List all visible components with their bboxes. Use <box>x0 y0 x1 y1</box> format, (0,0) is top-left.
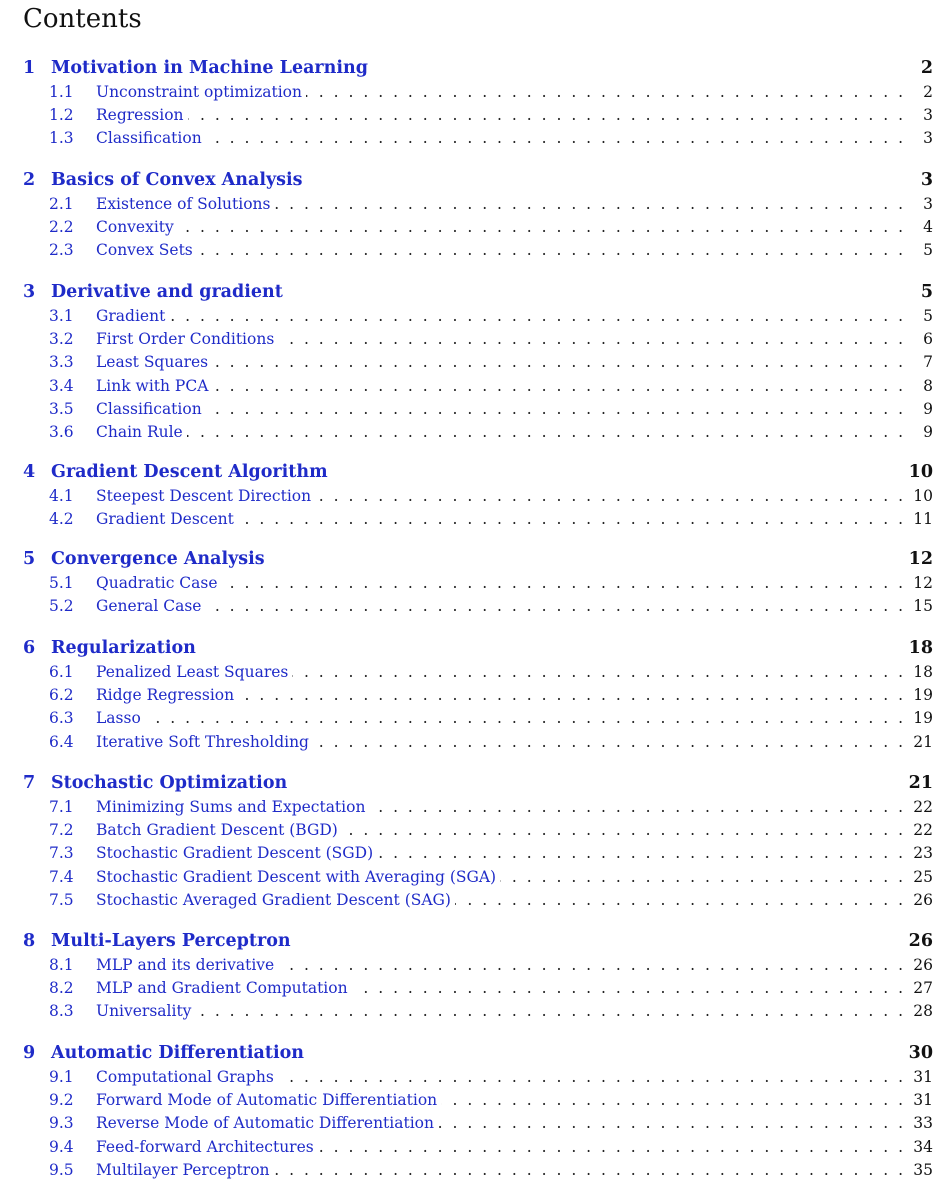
toc-subsection-entry[interactable] <box>0 375 947 398</box>
toc-section-entry[interactable] <box>0 460 947 484</box>
toc-section-entry[interactable] <box>0 771 947 795</box>
toc-subsection-entry[interactable] <box>0 421 947 444</box>
toc-subsection-entry[interactable] <box>0 707 947 730</box>
subsection-number: 8.3 <box>49 1002 74 1021</box>
page-number: 3 <box>923 129 933 148</box>
subsection-title-link[interactable]: Link with PCA <box>96 375 212 398</box>
subsection-title-link[interactable]: Reverse Mode of Automatic Differentiation <box>96 1112 438 1135</box>
section-title-link[interactable]: Stochastic Optimization <box>51 771 291 795</box>
subsection-title-link[interactable]: Computational Graphs <box>96 1066 278 1089</box>
subsection-title-link[interactable]: Existence of Solutions <box>96 193 274 216</box>
subsection-title-link[interactable]: Stochastic Gradient Descent (SGD) <box>96 842 377 865</box>
page-number: 5 <box>923 307 933 325</box>
toc-section-entry[interactable] <box>0 547 947 571</box>
section-number: 1 <box>23 58 36 78</box>
toc-subsection-entry[interactable] <box>0 595 947 618</box>
page-number: 19 <box>913 686 933 705</box>
toc-subsection-entry[interactable] <box>0 216 947 239</box>
subsection-number: 2.2 <box>49 218 74 237</box>
toc-subsection-entry[interactable] <box>0 1000 947 1023</box>
section-number: 5 <box>23 549 36 569</box>
page-number: 5 <box>920 282 933 302</box>
subsection-title-link[interactable]: Unconstraint optimization <box>96 81 306 104</box>
subsection-title-link[interactable]: Stochastic Gradient Descent with Averaging (SGA) <box>96 866 500 889</box>
section-number: 2 <box>23 170 36 190</box>
toc-subsection-entry[interactable] <box>0 351 947 374</box>
dot-leader <box>96 375 907 398</box>
subsection-number: 1.1 <box>49 83 74 101</box>
subsection-title-link[interactable]: Least Squares <box>96 351 212 374</box>
subsection-title-link[interactable]: Feed-forward Architectures <box>96 1136 318 1159</box>
page-number: 10 <box>913 487 933 505</box>
subsection-title-link[interactable]: Stochastic Averaged Gradient Descent (SAG) <box>96 889 455 912</box>
subsection-title-link[interactable]: Penalized Least Squares <box>96 661 292 684</box>
subsection-number: 2.1 <box>49 195 74 213</box>
subsection-title-link[interactable]: Ridge Regression <box>96 684 238 707</box>
page-number: 18 <box>913 663 933 681</box>
toc-subsection-entry[interactable] <box>0 239 947 262</box>
subsection-title-link[interactable]: Convex Sets <box>96 239 197 262</box>
page-number: 12 <box>913 574 933 592</box>
toc-subsection-entry[interactable] <box>0 193 947 216</box>
page-number: 10 <box>908 462 933 482</box>
page-number: 22 <box>913 798 933 816</box>
dot-leader <box>96 305 907 328</box>
section-number: 9 <box>23 1043 36 1063</box>
section-title-link[interactable]: Multi-Layers Perceptron <box>51 929 295 953</box>
toc-subsection-entry[interactable] <box>0 1159 947 1182</box>
subsection-title-link[interactable]: Minimizing Sums and Expectation <box>96 796 369 819</box>
subsection-title-link[interactable]: Lasso <box>96 707 145 730</box>
subsection-number: 7.1 <box>49 798 74 816</box>
section-title-link[interactable]: Gradient Descent Algorithm <box>51 460 332 484</box>
section-number: 3 <box>23 282 36 302</box>
toc-subsection-entry[interactable] <box>0 398 947 421</box>
page-number: 27 <box>913 979 933 998</box>
subsection-title-link[interactable]: Multilayer Perceptron <box>96 1159 274 1182</box>
subsection-title-link[interactable]: Regression <box>96 104 188 127</box>
toc-subsection-entry[interactable] <box>0 485 947 508</box>
subsection-title-link[interactable]: First Order Conditions <box>96 328 278 351</box>
subsection-number: 9.1 <box>49 1068 74 1086</box>
subsection-title-link[interactable]: Universality <box>96 1000 195 1023</box>
page-number: 9 <box>923 399 933 418</box>
page-number: 35 <box>913 1160 933 1179</box>
subsection-title-link[interactable]: Convexity <box>96 216 178 239</box>
toc-subsection-entry[interactable] <box>0 508 947 531</box>
subsection-number: 1.2 <box>49 106 74 125</box>
subsection-title-link[interactable]: Steepest Descent Direction <box>96 485 315 508</box>
subsection-number: 7.4 <box>49 867 74 886</box>
page-number: 18 <box>908 638 933 658</box>
subsection-number: 6.2 <box>49 686 74 705</box>
toc-section-entry[interactable] <box>0 280 947 304</box>
subsection-number: 4.1 <box>49 487 74 505</box>
subsection-title-link[interactable]: Gradient <box>96 305 169 328</box>
subsection-number: 1.3 <box>49 129 74 148</box>
subsection-number: 7.5 <box>49 890 74 909</box>
subsection-title-link[interactable]: General Case <box>96 595 205 618</box>
toc-section-entry[interactable] <box>0 929 947 953</box>
subsection-title-link[interactable]: MLP and its derivative <box>96 954 278 977</box>
page-number: 19 <box>913 709 933 728</box>
toc-section-entry[interactable] <box>0 636 947 660</box>
dot-leader <box>96 398 907 421</box>
page-number: 21 <box>908 773 933 793</box>
page-number: 25 <box>913 867 933 886</box>
toc-subsection-entry[interactable] <box>0 81 947 104</box>
section-title-link[interactable]: Derivative and gradient <box>51 280 287 304</box>
subsection-title-link[interactable]: Forward Mode of Automatic Differentiation <box>96 1089 441 1112</box>
section-number: 8 <box>23 931 36 951</box>
page-number: 2 <box>923 83 933 101</box>
page-number: 6 <box>923 330 933 349</box>
subsection-number: 4.2 <box>49 510 74 529</box>
subsection-title-link[interactable]: Quadratic Case <box>96 572 222 595</box>
subsection-number: 9.2 <box>49 1091 74 1110</box>
section-title-link[interactable]: Convergence Analysis <box>51 547 269 571</box>
toc-subsection-entry[interactable] <box>0 572 947 595</box>
page-number: 9 <box>923 423 933 441</box>
toc-subsection-entry[interactable] <box>0 796 947 819</box>
dot-leader <box>96 707 907 730</box>
page-number: 12 <box>908 549 933 569</box>
subsection-title-link[interactable]: Gradient Descent <box>96 508 238 531</box>
section-number: 7 <box>23 773 36 793</box>
subsection-number: 3.1 <box>49 307 74 325</box>
subsection-number: 3.2 <box>49 330 74 349</box>
toc-subsection-entry[interactable] <box>0 684 947 707</box>
dot-leader <box>96 104 907 127</box>
page-number: 7 <box>923 353 933 372</box>
section-title-link[interactable]: Motivation in Machine Learning <box>51 56 372 80</box>
page-title: Contents <box>23 4 142 34</box>
toc-subsection-entry[interactable] <box>0 127 947 150</box>
page-number: 3 <box>923 195 933 213</box>
subsection-number: 6.3 <box>49 709 74 728</box>
subsection-title-link[interactable]: Batch Gradient Descent (BGD) <box>96 819 342 842</box>
page-number: 26 <box>913 890 933 909</box>
page-number: 31 <box>913 1068 933 1086</box>
subsection-number: 3.4 <box>49 376 74 395</box>
page-number: 11 <box>913 510 933 529</box>
page-number: 26 <box>908 931 933 951</box>
toc-subsection-entry[interactable] <box>0 889 947 912</box>
subsection-number: 6.1 <box>49 663 74 681</box>
toc-section-entry[interactable] <box>0 1041 947 1065</box>
page-number: 23 <box>913 844 933 863</box>
subsection-number: 8.1 <box>49 956 74 974</box>
toc-subsection-entry[interactable] <box>0 328 947 351</box>
subsection-number: 9.4 <box>49 1137 74 1156</box>
subsection-number: 3.6 <box>49 423 74 441</box>
toc-subsection-entry[interactable] <box>0 977 947 1000</box>
page-number: 2 <box>920 58 933 78</box>
subsection-number: 3.5 <box>49 399 74 418</box>
subsection-title-link[interactable]: Classification <box>96 398 206 421</box>
page-number: 15 <box>913 597 933 616</box>
subsection-title-link[interactable]: Chain Rule <box>96 421 187 444</box>
subsection-number: 9.5 <box>49 1160 74 1179</box>
section-title-link[interactable]: Automatic Differentiation <box>51 1041 308 1065</box>
subsection-number: 5.2 <box>49 597 74 616</box>
page-number: 21 <box>913 732 933 751</box>
subsection-number: 5.1 <box>49 574 74 592</box>
dot-leader <box>96 239 907 262</box>
page-number: 5 <box>923 241 933 260</box>
page-number: 33 <box>913 1114 933 1133</box>
page-number: 4 <box>923 218 933 237</box>
toc-subsection-entry[interactable] <box>0 842 947 865</box>
section-number: 4 <box>23 462 36 482</box>
toc-subsection-entry[interactable] <box>0 305 947 328</box>
subsection-number: 2.3 <box>49 241 74 260</box>
page-number: 28 <box>913 1002 933 1021</box>
subsection-number: 7.2 <box>49 821 74 840</box>
toc-subsection-entry[interactable] <box>0 954 947 977</box>
subsection-number: 6.4 <box>49 732 74 751</box>
subsection-number: 7.3 <box>49 844 74 863</box>
section-number: 6 <box>23 638 36 658</box>
dot-leader <box>96 216 907 239</box>
page-number: 22 <box>913 821 933 840</box>
toc-subsection-entry[interactable] <box>0 104 947 127</box>
subsection-number: 9.3 <box>49 1114 74 1133</box>
toc-subsection-entry[interactable] <box>0 1089 947 1112</box>
toc-subsection-entry[interactable] <box>0 866 947 889</box>
page-number: 3 <box>923 106 933 125</box>
toc-subsection-entry[interactable] <box>0 1136 947 1159</box>
toc-subsection-entry[interactable] <box>0 1066 947 1089</box>
section-title-link[interactable]: Regularization <box>51 636 200 660</box>
subsection-number: 8.2 <box>49 979 74 998</box>
page-number: 34 <box>913 1137 933 1156</box>
page-number: 30 <box>908 1043 933 1063</box>
page-number: 26 <box>913 956 933 974</box>
dot-leader <box>96 595 907 618</box>
toc-section-entry[interactable] <box>0 168 947 192</box>
toc-subsection-entry[interactable] <box>0 1112 947 1135</box>
dot-leader <box>96 421 907 444</box>
subsection-title-link[interactable]: Iterative Soft Thresholding <box>96 731 313 754</box>
toc-section-entry[interactable] <box>0 56 947 80</box>
subsection-title-link[interactable]: Classification <box>96 127 206 150</box>
section-title-link[interactable]: Basics of Convex Analysis <box>51 168 307 192</box>
toc-subsection-entry[interactable] <box>0 731 947 754</box>
toc-subsection-entry[interactable] <box>0 661 947 684</box>
page-number: 31 <box>913 1091 933 1110</box>
dot-leader <box>96 127 907 150</box>
dot-leader <box>96 1000 907 1023</box>
toc-subsection-entry[interactable] <box>0 819 947 842</box>
subsection-number: 3.3 <box>49 353 74 372</box>
page-number: 8 <box>923 376 933 395</box>
subsection-title-link[interactable]: MLP and Gradient Computation <box>96 977 352 1000</box>
dot-leader <box>96 351 907 374</box>
page-number: 3 <box>920 170 933 190</box>
